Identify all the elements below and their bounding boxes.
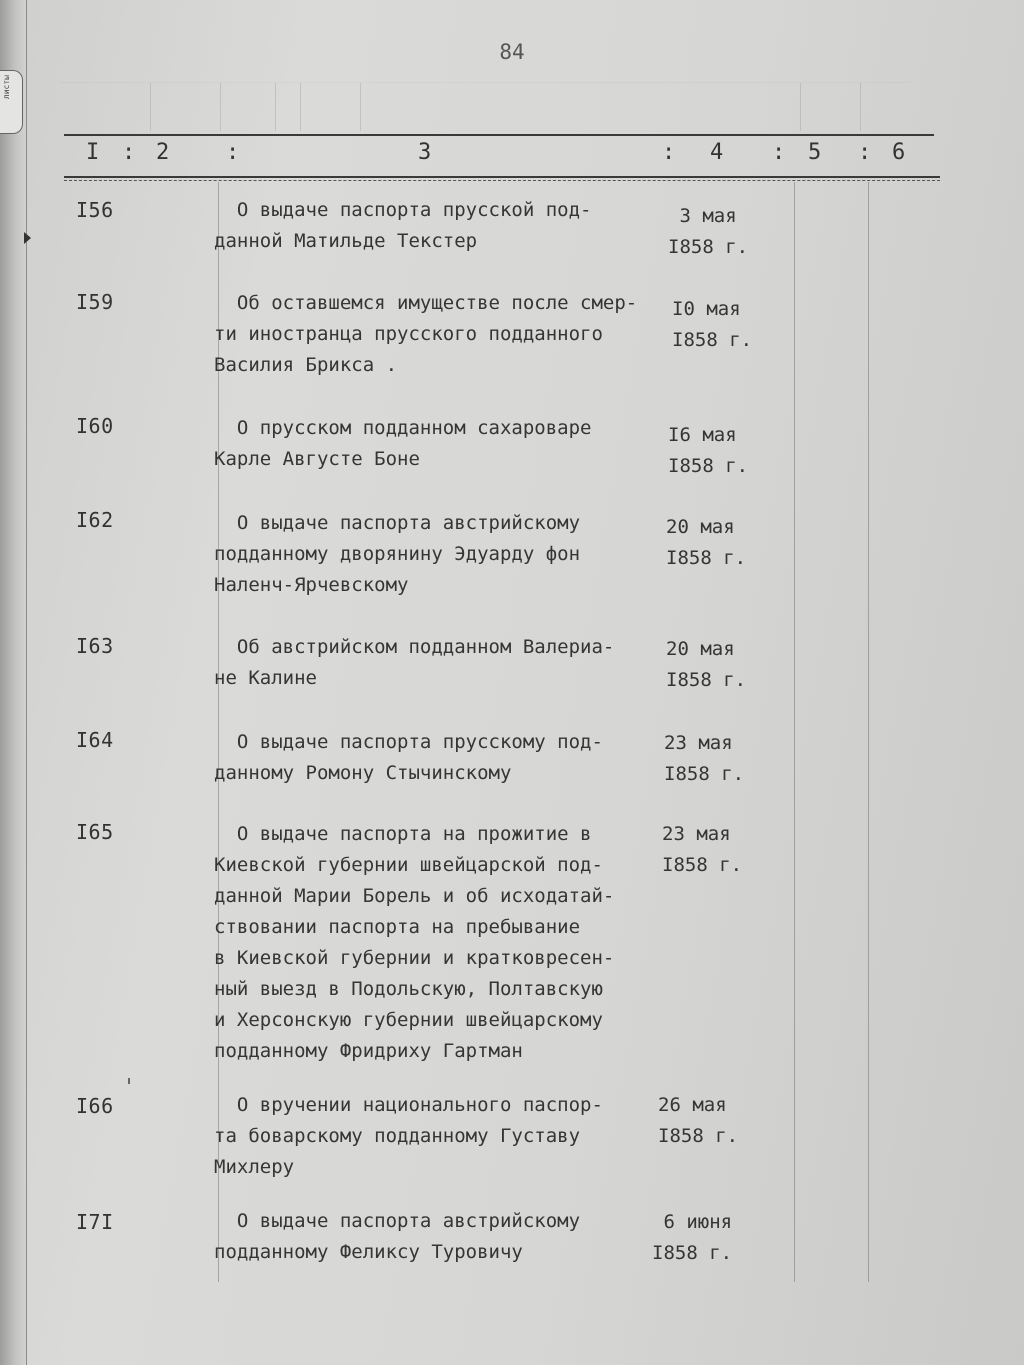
binding-edge [0,0,27,1365]
column-head-5: 5 [808,140,822,165]
bleed-through-header [60,82,910,131]
binding-tab [0,70,23,134]
row-number: I60 [76,414,114,438]
row-date: 6 июня I858 г. [652,1211,733,1264]
row-number: I64 [76,728,114,752]
column-head-6: 6 [892,140,906,165]
row-number: I65 [76,820,114,844]
column-head-1: I [86,140,100,165]
row-title: О прусском подданном сахароваре Карле Августе Боне [214,417,592,470]
row-date: 23 мая I858 г. [662,823,743,876]
column-separator: : [226,140,240,165]
row-date: 20 мая I858 г. [666,638,747,691]
column-head-2: 2 [156,140,170,165]
row-date: 26 мая I858 г. [658,1094,739,1147]
binding-arrow-icon [24,232,31,244]
column-line [868,182,869,1282]
row-number: I63 [76,634,114,658]
column-head-3: 3 [418,140,432,165]
row-number: I59 [76,290,114,314]
column-line [794,182,795,1282]
row-date: 20 мая I858 г. [666,516,747,569]
row-number: I62 [76,508,114,532]
row-title: О вручении национального паспор- та боварскому подданному Густаву Михлеру [214,1094,603,1178]
column-separator: : [662,140,676,165]
row-title: О выдаче паспорта австрийскому подданному дворянину Эдуарду фон Наленч-Ярчевскому [214,512,581,596]
row-date: 3 мая I858 г. [668,205,749,258]
row-title: О выдаче паспорта прусской под- данной Матильде Текстер [214,199,592,252]
row-number: I56 [76,198,114,222]
header-rule-dashed [64,180,940,181]
column-separator: : [772,140,786,165]
header-rule-bottom [64,176,940,178]
row-title: Об оставшемся имуществе после смер- ти иностранца прусского подданного Василия Брикса . [214,292,638,376]
row-date: I0 мая I858 г. [672,298,753,351]
binding-label: листы [2,75,11,100]
row-number: I7I [76,1210,114,1234]
column-head-4: 4 [710,140,724,165]
row-title: О выдаче паспорта на прожитие в Киевской губернии швейцарской под- данной Марии Борель и об исходатай- ствовании паспорта на пребывание в Киевской губернии и кратковресен- ный выезд в Подольскую, Полтавскую и Херсонскую губернии швейцарскому подданному Фридриху Гартман [214,823,615,1062]
page-number: 84 [499,40,525,64]
row-title: Об австрийском подданном Валериа- не Калине [214,636,615,689]
row-title: О выдаче паспорта австрийскому подданному Феликсу Туровичу [214,1210,581,1263]
row-date: I6 мая I858 г. [668,424,749,477]
header-rule-top [64,134,934,136]
row-date: 23 мая I858 г. [664,732,745,785]
row-title: О выдаче паспорта прусскому под- данному Ромону Стычинскому [214,731,603,784]
row-number: I66 [76,1094,114,1118]
column-separator: : [122,140,136,165]
column-separator: : [858,140,872,165]
ink-speck [128,1078,130,1084]
